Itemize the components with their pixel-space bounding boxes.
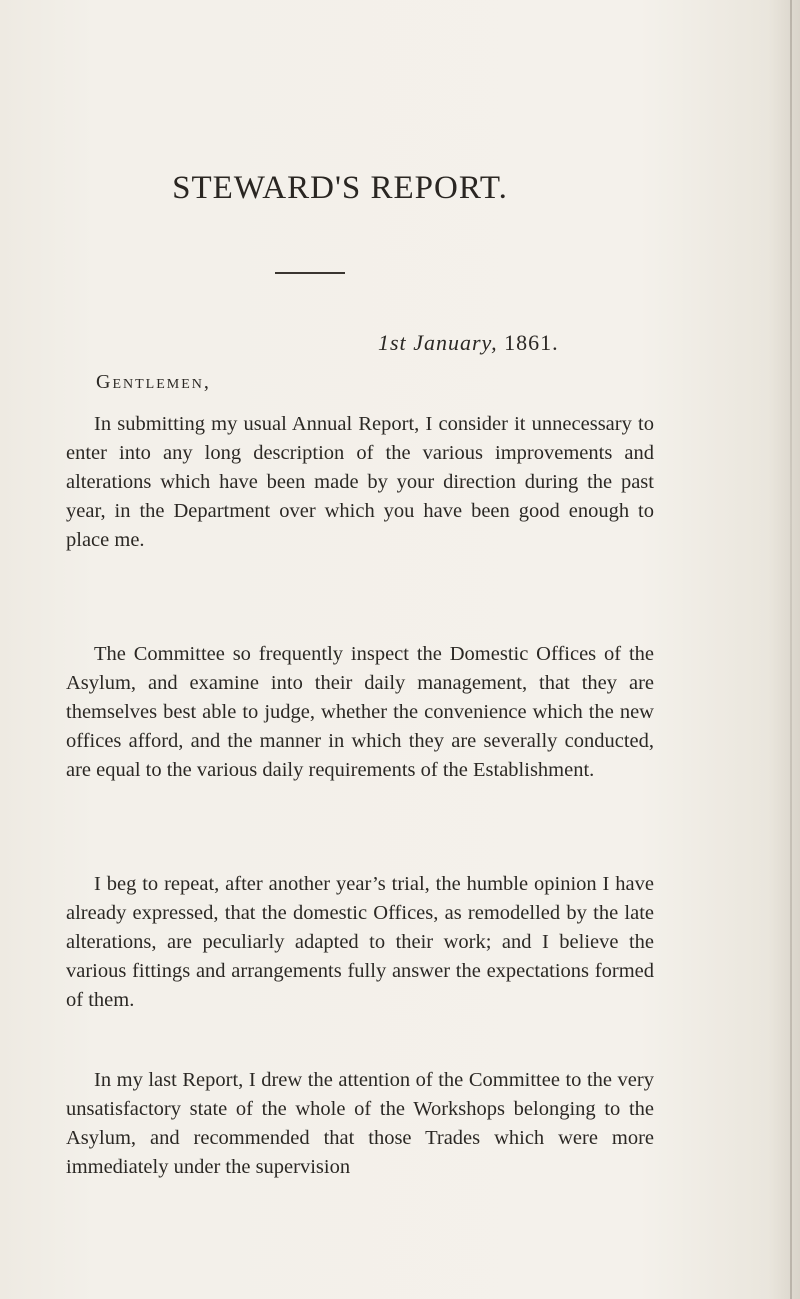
paragraph-4: In my last Report, I drew the attention of the Committee to the very unsatisfactory state of the whole of the Workshops belonging to the Asylum, and recommended that those Trades which were more immediately under the supervision [66, 1069, 654, 1178]
paragraph-1: In submitting my usual Annual Report, I consider it unnecessary to enter into any long description of the various improvements and alterations which have been made by your direction during the past year, in the Department over which you have been good enough to place me. [66, 413, 654, 551]
page-edge-shadow [790, 0, 792, 1299]
title-divider [275, 272, 345, 274]
paragraph-2: The Committee so frequently inspect the Domestic Offices of the Asylum, and examine into their daily management, that they are themselves best able to judge, whether the convenience which the new offices afford, and the manner in which they are severally conducted, are equal to the various daily requirements of the Establishment. [66, 643, 654, 781]
report-date [378, 330, 559, 356]
date-month: January, [413, 330, 498, 355]
paragraph-3: I beg to repeat, after another year’s trial, the humble opinion I have already expressed, that the domestic Offices, as remodelled by the late alterations, are peculiarly adapted to their work; and I believe the various fittings and arrangements fully answer the expectations formed of them. [66, 873, 654, 1011]
salutation: Gentlemen, [96, 371, 211, 393]
date-day: 1st [378, 330, 407, 355]
date-year: 1861. [504, 330, 559, 355]
report-title: STEWARD'S REPORT. [172, 170, 508, 206]
